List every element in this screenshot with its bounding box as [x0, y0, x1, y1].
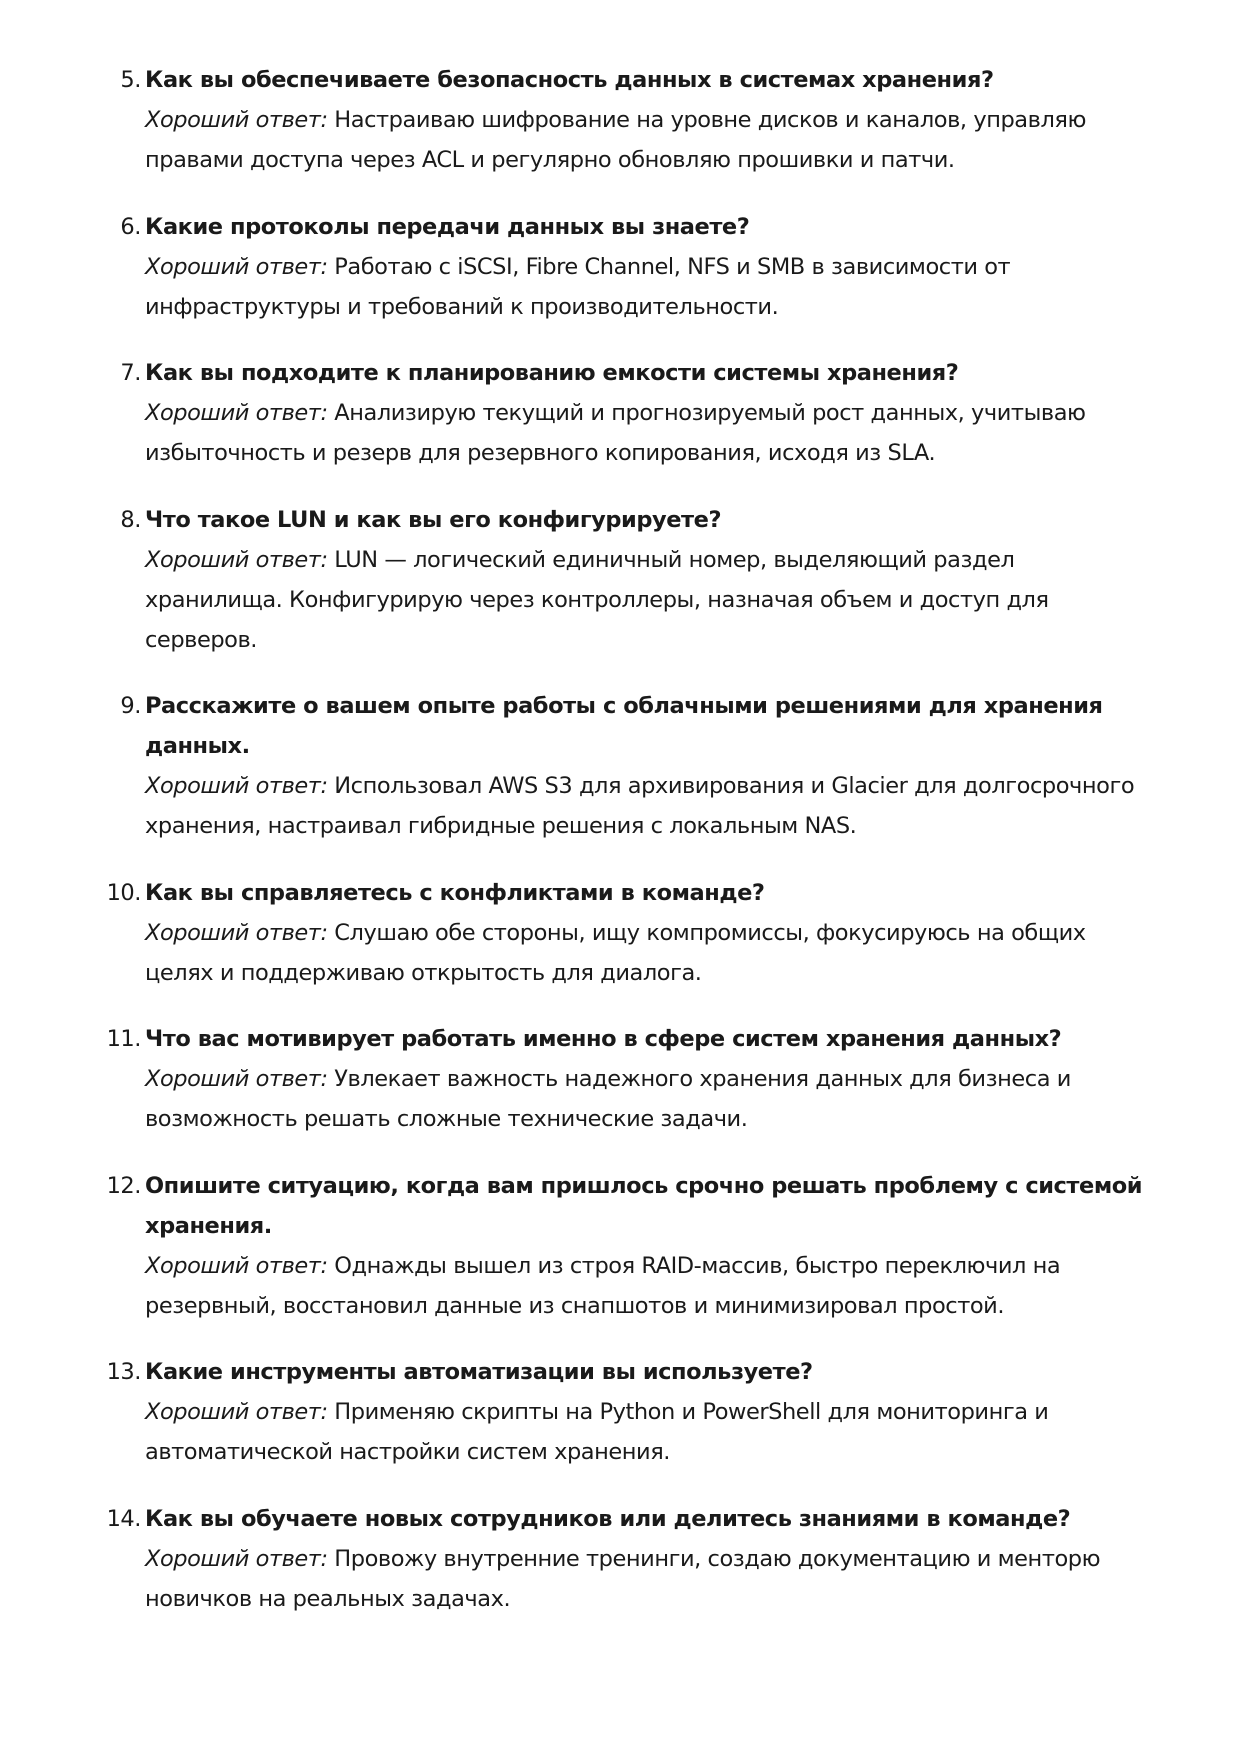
question-number: 10.: [106, 879, 141, 906]
question-number: 6.: [120, 213, 141, 240]
question-text: Как вы обеспечиваете безопасность данных в системах хранения?: [145, 67, 994, 93]
answer-block: [145, 393, 1155, 473]
answer-label: Хороший ответ:: [145, 1252, 328, 1279]
question-item: [120, 686, 1155, 846]
answer-block: [145, 1539, 1155, 1619]
question-number: 5.: [120, 67, 141, 93]
answer-text: Настраиваю шифрование на уровне дисков и каналов, управляю правами доступа через ACL и регулярно обновляю прошивки и патчи.: [145, 107, 1086, 173]
answer-block: [145, 913, 1155, 993]
answer-text: Анализирую текущий и прогнозируемый рост данных, учитываю избыточность и резерв для резервного копирования, исходя из SLA.: [145, 400, 1086, 466]
answer-text: Слушаю обе стороны, ищу компромиссы, фокусируюсь на общих целях и поддерживаю открытость для диалога.: [145, 919, 1086, 986]
answer-label: Хороший ответ:: [145, 919, 328, 946]
question-item: [120, 207, 1155, 327]
question-item: [120, 60, 1155, 180]
question-item: [106, 1499, 1155, 1619]
answer-text: Работаю с iSCSI, Fibre Channel, NFS и SMB в зависимости от инфраструктуры и требований к производительности.: [145, 253, 1011, 320]
question-item: [106, 1166, 1155, 1326]
answer-text: Провожу внутренние тренинги, создаю документацию и менторю новичков на реальных задачах.: [145, 1545, 1101, 1612]
answer-block: [145, 540, 1155, 660]
question-item: [120, 500, 1155, 660]
question-text: Как вы обучаете новых сотрудников или делитесь знаниями в команде?: [145, 1505, 1071, 1532]
question-number: 8.: [120, 506, 141, 533]
question-number: 9.: [120, 693, 141, 719]
question-text: Что вас мотивирует работать именно в сфере систем хранения данных?: [145, 1026, 1062, 1052]
question-item: [106, 873, 1155, 993]
question-text: Какие инструменты автоматизации вы используете?: [145, 1359, 813, 1385]
question-item: [106, 1019, 1155, 1139]
question-number: 7.: [120, 360, 141, 386]
question-text: Что такое LUN и как вы его конфигурируете?: [145, 506, 722, 533]
question-item: [106, 1352, 1155, 1472]
answer-block: [145, 1392, 1155, 1472]
question-text: Опишите ситуацию, когда вам пришлось срочно решать проблему с системой хранения.: [145, 1172, 1143, 1239]
question-list: [106, 60, 1155, 1645]
question-number: 13.: [106, 1359, 141, 1385]
answer-label: Хороший ответ:: [145, 1066, 328, 1092]
question-number: 11.: [106, 1026, 141, 1052]
answer-text: Применяю скрипты на Python и PowerShell для мониторинга и автоматической настройки систем хранения.: [145, 1399, 1049, 1465]
answer-text: LUN — логический единичный номер, выделяющий раздел хранилища. Конфигурирую через контроллеры, назначая объем и доступ для серверов.: [145, 546, 1049, 653]
answer-block: [145, 1246, 1155, 1326]
answer-label: Хороший ответ:: [145, 107, 328, 133]
question-number: 12.: [106, 1172, 141, 1199]
question-text: Как вы подходите к планированию емкости системы хранения?: [145, 360, 959, 386]
answer-label: Хороший ответ:: [145, 1545, 328, 1572]
answer-block: [145, 247, 1155, 327]
question-item: [120, 353, 1155, 473]
answer-label: Хороший ответ:: [145, 773, 328, 799]
answer-label: Хороший ответ:: [145, 253, 328, 280]
answer-text: Однажды вышел из строя RAID-массив, быстро переключил на резервный, восстановил данные из снапшотов и минимизировал простой.: [145, 1252, 1061, 1319]
answer-label: Хороший ответ:: [145, 400, 328, 426]
answer-block: [145, 1059, 1155, 1139]
answer-text: Увлекает важность надежного хранения данных для бизнеса и возможность решать сложные технические задачи.: [145, 1066, 1071, 1132]
answer-text: Использовал AWS S3 для архивирования и Glacier для долгосрочного хранения, настраивал гибридные решения с локальным NAS.: [145, 773, 1135, 839]
answer-label: Хороший ответ:: [145, 1399, 328, 1425]
question-text: Как вы справляетесь с конфликтами в команде?: [145, 879, 765, 906]
question-text: Расскажите о вашем опыте работы с облачными решениями для хранения данных.: [145, 693, 1103, 759]
question-number: 14.: [106, 1505, 141, 1532]
question-text: Какие протоколы передачи данных вы знаете?: [145, 213, 750, 240]
answer-label: Хороший ответ:: [145, 546, 328, 573]
answer-block: [145, 766, 1155, 846]
answer-block: [145, 100, 1155, 180]
